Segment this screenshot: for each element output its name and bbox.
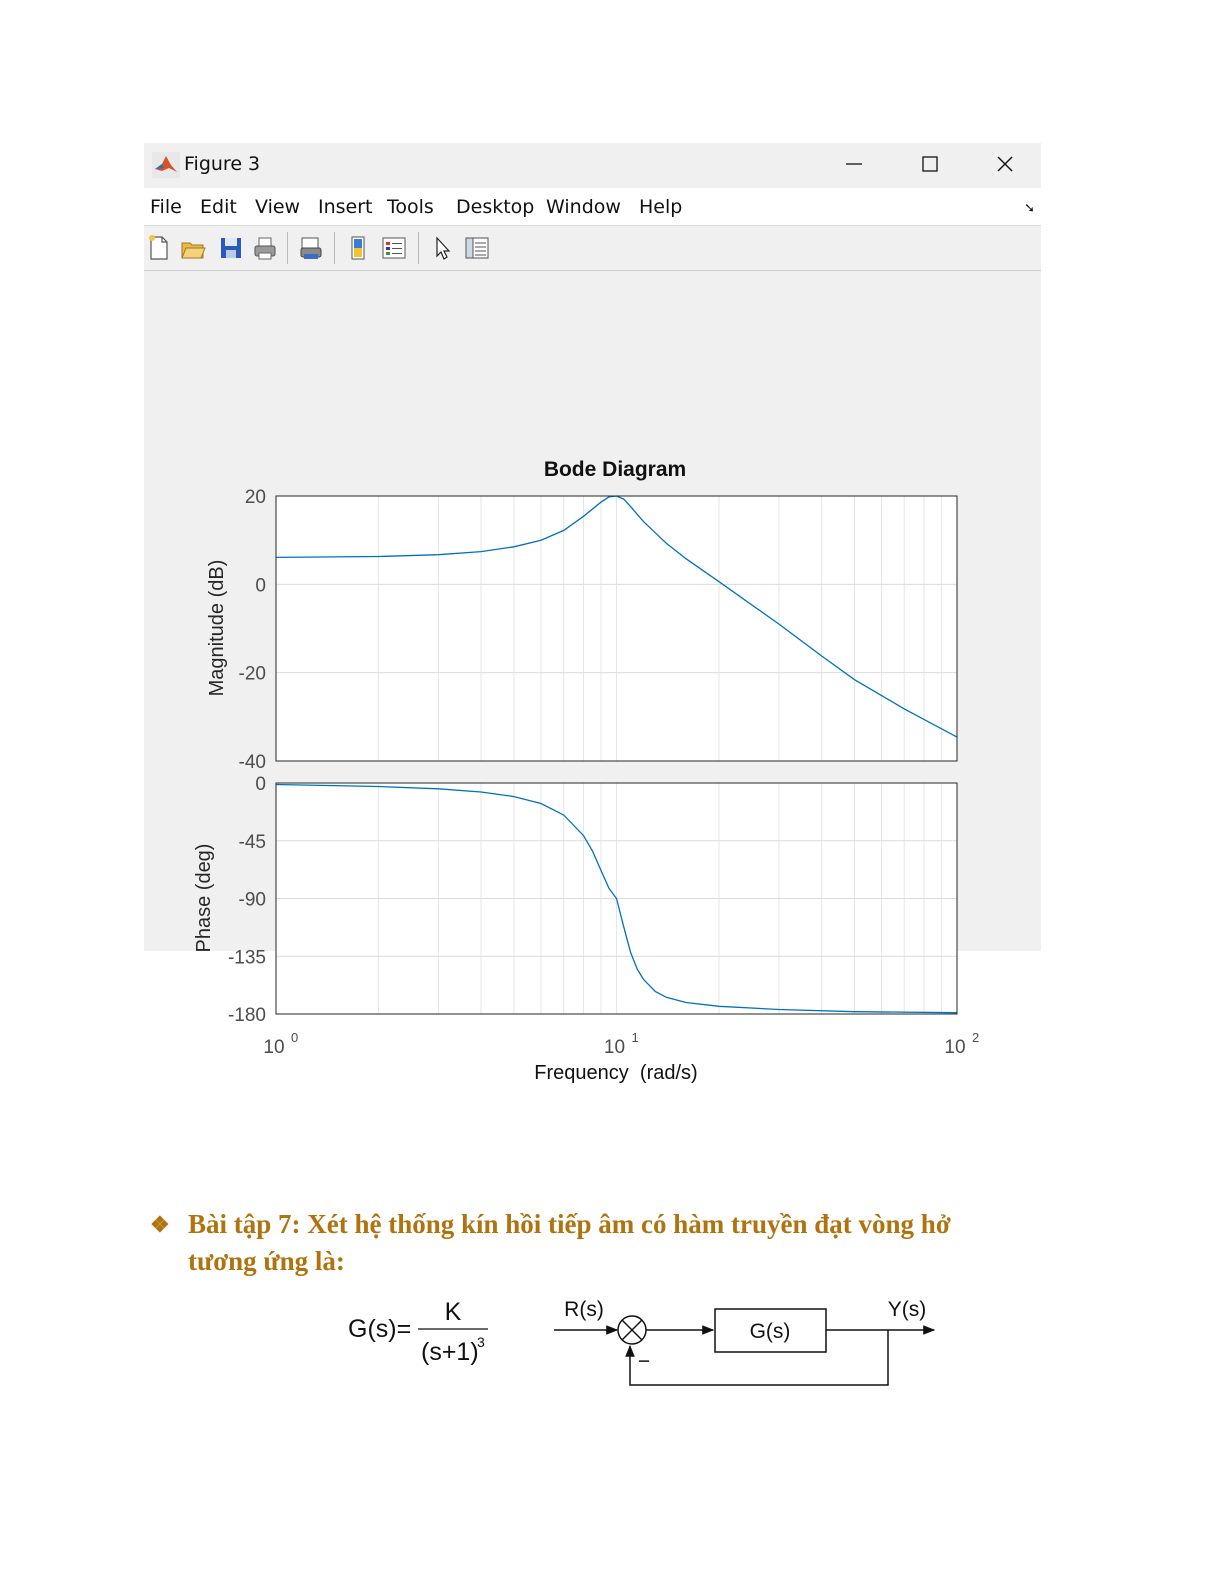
legend-icon[interactable] bbox=[381, 234, 407, 262]
figure-window bbox=[144, 143, 1041, 1084]
phase-y-ticks bbox=[228, 774, 266, 1026]
print-preview-icon[interactable] bbox=[298, 234, 324, 262]
title-bar[interactable] bbox=[144, 143, 1041, 188]
maximize-icon bbox=[920, 154, 940, 174]
close-button[interactable] bbox=[975, 143, 1035, 185]
toolbar-separator bbox=[418, 232, 419, 264]
output-label: Y(s) bbox=[887, 1298, 927, 1321]
feedback-sign: − bbox=[637, 1350, 651, 1373]
exercise-line-2: tương ứng là: bbox=[188, 1246, 345, 1276]
new-figure-icon[interactable] bbox=[146, 234, 172, 262]
y-tick-label: 0 bbox=[255, 575, 266, 597]
menu-edit[interactable]: Edit bbox=[200, 196, 237, 218]
close-icon bbox=[995, 154, 1015, 174]
x-tick-exponent: 1 bbox=[631, 1030, 639, 1045]
menu-view[interactable]: View bbox=[255, 196, 301, 218]
y-tick-label: -135 bbox=[227, 947, 266, 969]
y-tick-label: -180 bbox=[227, 1005, 266, 1026]
y-tick-label: 0 bbox=[255, 774, 266, 795]
magnitude-axes bbox=[206, 487, 957, 773]
x-tick-label: 10 bbox=[263, 1037, 285, 1058]
toolbar-separator bbox=[334, 232, 335, 264]
menu-tools[interactable]: Tools bbox=[387, 196, 434, 218]
x-tick-exponent: 2 bbox=[972, 1030, 980, 1045]
phase-axes bbox=[193, 774, 957, 1026]
x-tick-label: 10 bbox=[603, 1037, 626, 1058]
bode-plot-area bbox=[144, 270, 1041, 1084]
magnitude-grid bbox=[276, 496, 957, 761]
phase-y-label: Phase (deg) bbox=[193, 843, 215, 953]
menu-insert[interactable]: Insert bbox=[318, 196, 373, 218]
property-editor-icon[interactable] bbox=[464, 234, 490, 262]
chart-title: Bode Diagram bbox=[543, 458, 687, 481]
feedback-block-diagram bbox=[550, 1290, 950, 1400]
menu-window[interactable]: Window bbox=[546, 196, 621, 218]
y-tick-label: -40 bbox=[238, 752, 266, 773]
menu-desktop[interactable]: Desktop bbox=[456, 196, 535, 218]
colorbar-icon[interactable] bbox=[345, 234, 371, 262]
x-tick-exponent: 0 bbox=[291, 1030, 299, 1045]
menu-help[interactable]: Help bbox=[639, 196, 683, 218]
y-tick-label: 20 bbox=[244, 487, 266, 508]
minimize-button[interactable] bbox=[824, 143, 884, 185]
magnitude-y-ticks bbox=[239, 487, 266, 773]
formula-numerator: K bbox=[444, 1298, 462, 1326]
toolbar bbox=[144, 225, 1041, 271]
print-icon[interactable] bbox=[252, 234, 278, 262]
pointer-icon[interactable] bbox=[429, 234, 455, 262]
x-tick-label: 10 bbox=[944, 1037, 966, 1058]
toolbar-separator bbox=[287, 232, 288, 264]
magnitude-y-label: Magnitude (dB) bbox=[206, 559, 228, 697]
transfer-function-formula bbox=[346, 1295, 506, 1380]
formula-denominator: (s+1) bbox=[421, 1338, 479, 1366]
menu-file[interactable]: File bbox=[150, 196, 182, 218]
input-label: R(s) bbox=[564, 1298, 604, 1321]
menu-bar bbox=[144, 188, 1041, 225]
y-tick-label: -90 bbox=[238, 889, 266, 911]
frequency-x-ticks bbox=[263, 1030, 979, 1058]
minimize-icon bbox=[844, 154, 864, 174]
matlab-logo-icon bbox=[152, 152, 180, 178]
formula-svg bbox=[346, 1295, 506, 1375]
open-file-icon[interactable] bbox=[180, 234, 206, 262]
exercise-line-1: Bài tập 7: Xét hệ thống kín hồi tiếp âm có hàm truyền đạt vòng hở bbox=[188, 1209, 951, 1239]
save-icon[interactable] bbox=[218, 234, 244, 262]
formula-exponent: 3 bbox=[477, 1334, 485, 1350]
formula-lhs: G(s)= bbox=[348, 1315, 412, 1343]
dock-arrow-icon[interactable]: ➘ bbox=[1024, 200, 1035, 215]
frequency-x-label: Frequency (rad/s) bbox=[534, 1062, 698, 1084]
maximize-button[interactable] bbox=[900, 143, 960, 185]
window-title: Figure 3 bbox=[184, 153, 261, 175]
diamond-bullet-icon: ❖ bbox=[150, 1212, 170, 1237]
y-tick-label: -20 bbox=[238, 663, 266, 685]
y-tick-label: -45 bbox=[238, 831, 266, 853]
g-block-label: G(s) bbox=[749, 1320, 791, 1343]
